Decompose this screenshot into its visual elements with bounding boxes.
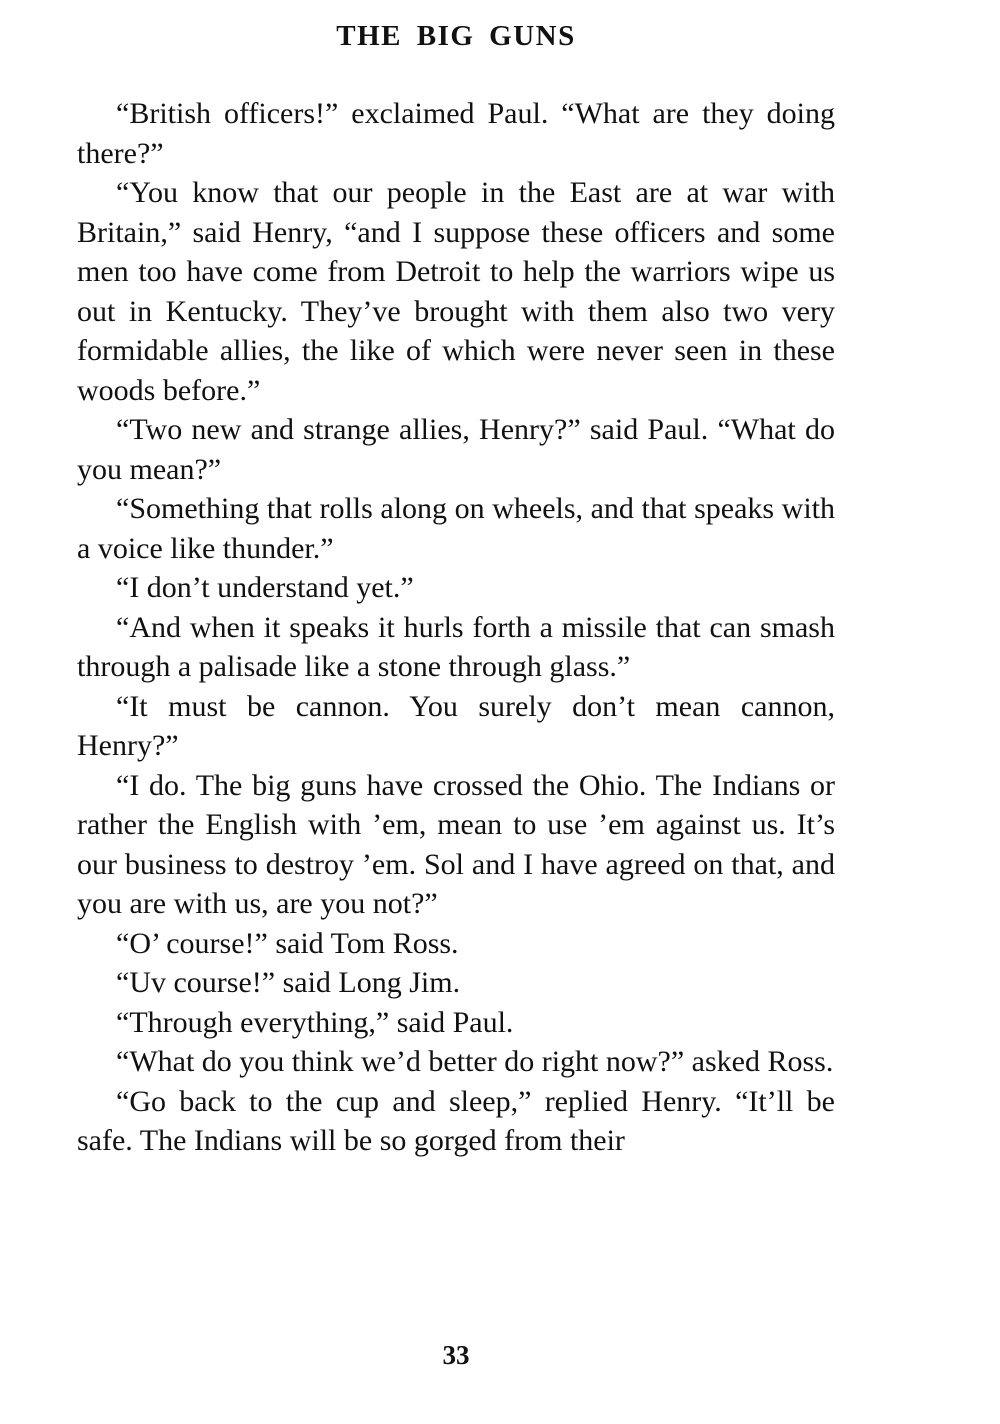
running-head: THE BIG GUNS xyxy=(336,20,576,52)
paragraph: “What do you think we’d better do right now?” asked Ross. xyxy=(116,1045,834,1078)
paragraph: “I do. The big guns have crossed the Ohio. The Indians or rather the English with ’em, mean to use ’em against us. It’s our business to destroy ’em. Sol and I have agreed on that, and you are with us, are you not?” xyxy=(77,768,835,920)
paragraph: “Something that rolls along on wheels, and that speaks with a voice like thunder.” xyxy=(77,492,835,565)
paragraph: “O’ course!” said Tom Ross. xyxy=(116,926,459,960)
paragraph: “Go back to the cup and sleep,” replied Henry. “It’ll be safe. The Indians will be so gorged from their xyxy=(77,1084,835,1157)
book-page xyxy=(77,0,835,1424)
paragraph: “You know that our people in the East are at war with Britain,” said Henry, “and I suppose these officers and some men too have come from Detroit to help the warriors wipe us out in Kentucky. They’ve brought with them also two very formidable allies, the like of which were never seen in these woods before.” xyxy=(77,176,835,407)
body-text xyxy=(77,94,835,1161)
paragraph: “Through everything,” said Paul. xyxy=(116,1005,514,1039)
paragraph: “Two new and strange allies, Henry?” said Paul. “What do you mean?” xyxy=(77,413,835,486)
paragraph: “British officers!” exclaimed Paul. “What are they doing there?” xyxy=(77,97,835,170)
paragraph: “Uv course!” said Long Jim. xyxy=(116,966,461,999)
paragraph: “I don’t understand yet.” xyxy=(116,571,414,604)
paragraph: “And when it speaks it hurls forth a missile that can smash through a palisade like a stone through glass.” xyxy=(77,610,835,683)
paragraph: “It must be cannon. You surely don’t mean cannon, Henry?” xyxy=(77,689,835,762)
page-number: 33 xyxy=(442,1340,470,1370)
